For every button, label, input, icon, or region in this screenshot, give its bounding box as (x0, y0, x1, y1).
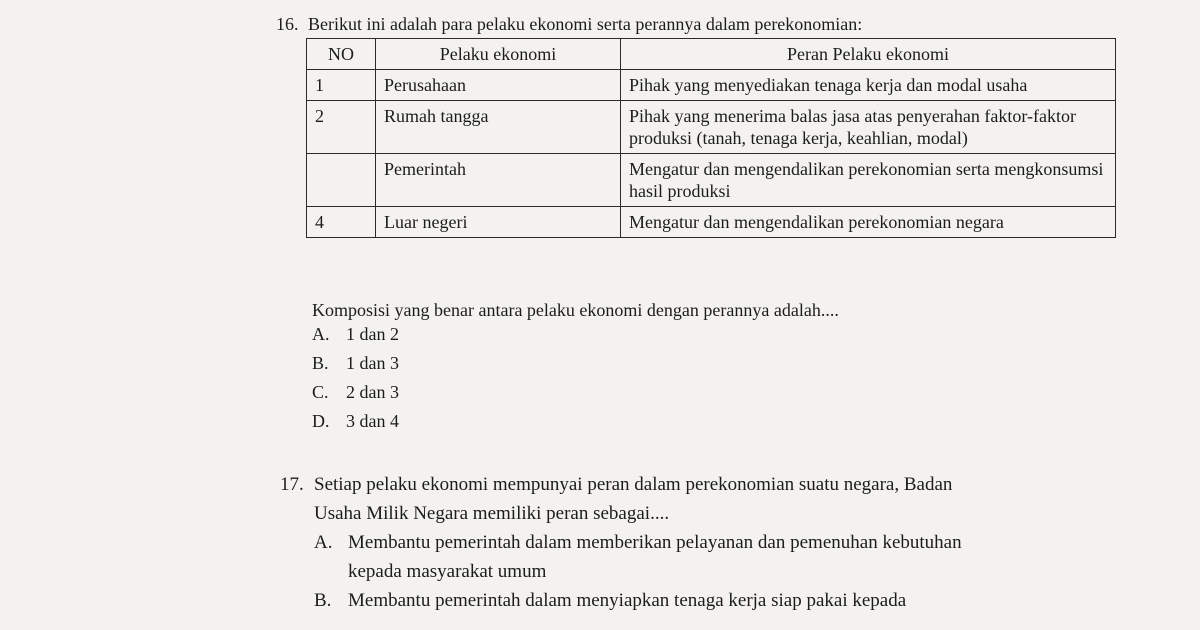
question-16-stem: Komposisi yang benar antara pelaku ekonomi dengan perannya adalah.... (312, 300, 839, 320)
question-number: 16. (276, 14, 299, 34)
question-17-line-1 (280, 470, 962, 499)
option-b[interactable] (312, 353, 399, 382)
option-text: 3 dan 4 (346, 411, 399, 431)
cell-peran: Pihak yang menerima balas jasa atas penyerahan faktor-faktor produksi (tanah, tenaga kerja, keahlian, modal) (621, 101, 1116, 154)
option-label: D. (312, 411, 330, 431)
table-row (307, 207, 1116, 238)
option-label: C. (312, 382, 329, 402)
header-pelaku: Pelaku ekonomi (376, 39, 621, 70)
cell-no (307, 154, 376, 207)
cell-no: 2 (307, 101, 376, 154)
cell-pelaku: Perusahaan (376, 70, 621, 101)
header-no: NO (307, 39, 376, 70)
option-label: B. (312, 353, 329, 373)
table-header-row (307, 39, 1116, 70)
question-text: Berikut ini adalah para pelaku ekonomi serta perannya dalam perekonomian: (308, 14, 863, 34)
option-d[interactable] (312, 411, 399, 440)
question-17 (280, 470, 962, 615)
cell-peran: Mengatur dan mengendalikan perekonomian serta mengkonsumsi hasil produksi (621, 154, 1116, 207)
table-row (307, 70, 1116, 101)
option-a[interactable] (312, 324, 399, 353)
table-row (307, 154, 1116, 207)
economic-actors-table (306, 38, 1116, 238)
option-text: Membantu pemerintah dalam menyiapkan tenaga kerja siap pakai kepada (348, 590, 907, 611)
question-16-prompt (276, 14, 862, 35)
option-label: A. (312, 324, 330, 344)
cell-peran: Mengatur dan mengendalikan perekonomian negara (621, 207, 1116, 238)
option-label: B. (314, 590, 332, 611)
header-peran: Peran Pelaku ekonomi (621, 39, 1116, 70)
option-text: 1 dan 3 (346, 353, 399, 373)
option-b[interactable] (280, 586, 962, 615)
option-a[interactable] (280, 528, 962, 557)
option-a-continuation: kepada masyarakat umum (348, 561, 547, 582)
cell-peran: Pihak yang menyediakan tenaga kerja dan modal usaha (621, 70, 1116, 101)
question-text: Setiap pelaku ekonomi mempunyai peran dalam perekonomian suatu negara, Badan (314, 474, 953, 495)
option-label: A. (314, 532, 333, 553)
option-text: 2 dan 3 (346, 382, 399, 402)
table-row (307, 101, 1116, 154)
cell-pelaku: Rumah tangga (376, 101, 621, 154)
cell-pelaku: Pemerintah (376, 154, 621, 207)
question-17-line-2: Usaha Milik Negara memiliki peran sebagai.... (314, 503, 670, 524)
option-text: 1 dan 2 (346, 324, 399, 344)
option-c[interactable] (312, 382, 399, 411)
option-text: Membantu pemerintah dalam memberikan pelayanan dan pemenuhan kebutuhan (348, 532, 962, 553)
cell-no: 4 (307, 207, 376, 238)
question-16-options (312, 324, 399, 440)
cell-pelaku: Luar negeri (376, 207, 621, 238)
question-number: 17. (280, 474, 304, 495)
cell-no: 1 (307, 70, 376, 101)
